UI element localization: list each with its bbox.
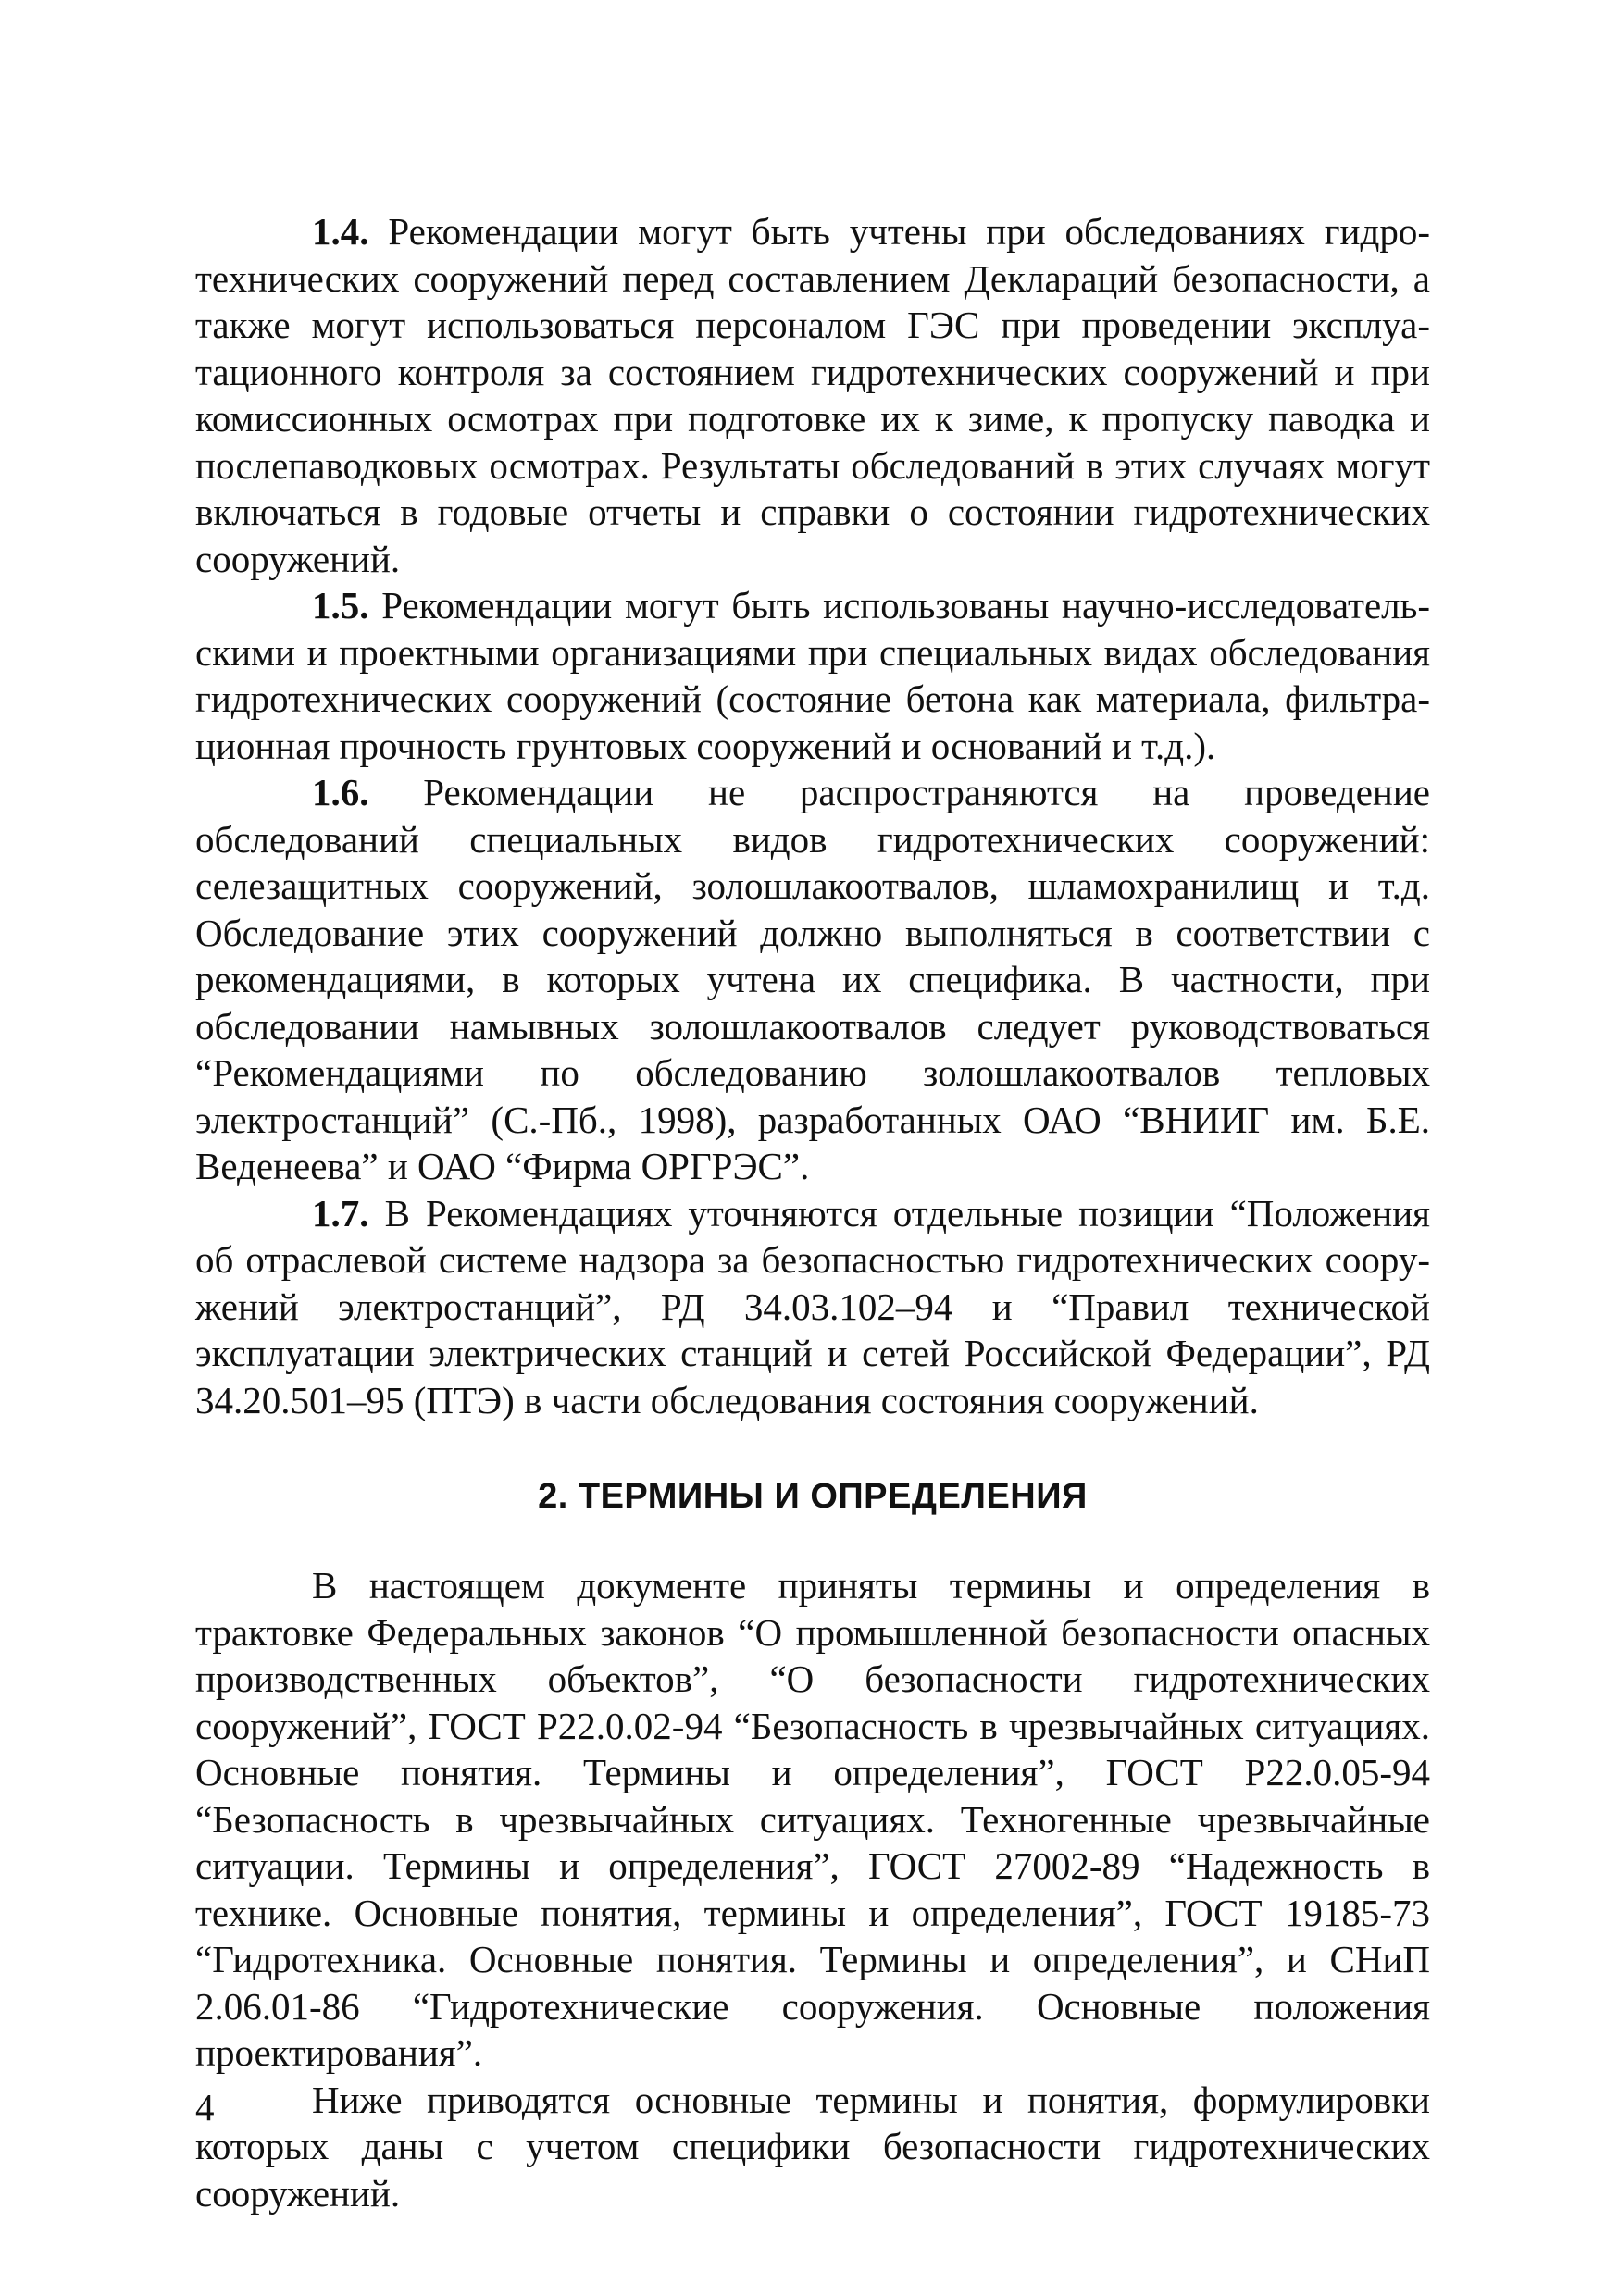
paragraph-text: Рекомендации могут быть учтены при обследованиях гидротехнических сооружений перед составлением Деклараций безопасности, а также могут использоваться персоналом ГЭС при проведении эксплуатационного контроля за состоянием гидротехнических сооружений и при комиссионных осмотрах при подготовке их к зиме, к пропуску паводка и послепаводковых осмотрах. Результаты обследований в этих случаях могут включаться в годовые отчеты и справки о состоянии гидротехнических сооружений. (195, 210, 1430, 580)
paragraph-terms-note: Ниже приводятся основные термины и понятия, формулировки которых даны с учетом специфики безопасности гидротехнических сооружений. (195, 2078, 1430, 2215)
paragraph-1-5 (195, 582, 1430, 769)
clause-number: 1.5. (312, 584, 369, 627)
paragraph-text: Рекомендации не распространяются на проведение обследований специальных видов гидротехнических сооружений: селезащитных сооружений, золошлакоотвалов, шламохранилищ и т.д. Обследование этих сооружений должно выполняться в соответствии с рекомендациями, в которых учтена их специфика. В частности, при обследовании намывных золошлакоотвалов следует руководствоваться “Рекомендациями по обследованию золошлакоотвалов тепловых электростанций” (С.-Пб., 1998), разработанных ОАО “ВНИИГ им. Б.Е. Веденеева” и ОАО “Фирма ОРГРЭС”. (195, 771, 1430, 1187)
paragraph-1-4 (195, 208, 1430, 582)
paragraph-terms-intro: В настоящем документе приняты термины и определения в трактовке Федеральных законов “О промышленной безопасности опасных производственных объектов”, “О безопасности гидротехнических сооружений”, ГОСТ Р22.0.02-94 “Безопасность в чрезвычайных ситуациях. Основные понятия. Термины и определения”, ГОСТ Р22.0.05-94 “Безопасность в чрезвычайных ситуациях. Техногенные чрезвычайные ситуации. Термины и определения”, ГОСТ 27002-89 “Надежность в технике. Основные понятия, термины и определения”, ГОСТ 19185-73 “Гидротехника. Основные понятия. Термины и определения”, и СНиП 2.06.01-86 “Гидротехнические сооружения. Основные положения проектирования”. (195, 1564, 1430, 2074)
paragraph-1-6 (195, 769, 1430, 1190)
section-heading: 2. ТЕРМИНЫ И ОПРЕДЕЛЕНИЯ (538, 1477, 1088, 1516)
paragraph-text: В Рекомендациях уточняются отдельные позиции “Положения об отраслевой системе надзора за безопасностью гидротехнических сооружений электростанций”, РД 34.03.102–94 и “Правил технической эксплуатации электрических станций и сетей Российской Федерации”, РД 34.20.501–95 (ПТЭ) в части обследования состояния сооружений. (195, 1191, 1430, 1421)
page-number: 4 (195, 2086, 215, 2128)
page-body (195, 208, 1430, 2216)
clause-number: 1.7. (312, 1191, 369, 1235)
clause-number: 1.6. (312, 771, 369, 813)
paragraph-text: Рекомендации могут быть использованы научно-исследовательскими и проектными организациями при специальных видах обследования гидротехнических сооружений (состояние бетона как материала, фильтрационная прочность грунтовых сооружений и оснований и т.д.). (195, 584, 1430, 767)
paragraph-1-7 (195, 1190, 1430, 1424)
clause-number: 1.4. (312, 210, 369, 253)
